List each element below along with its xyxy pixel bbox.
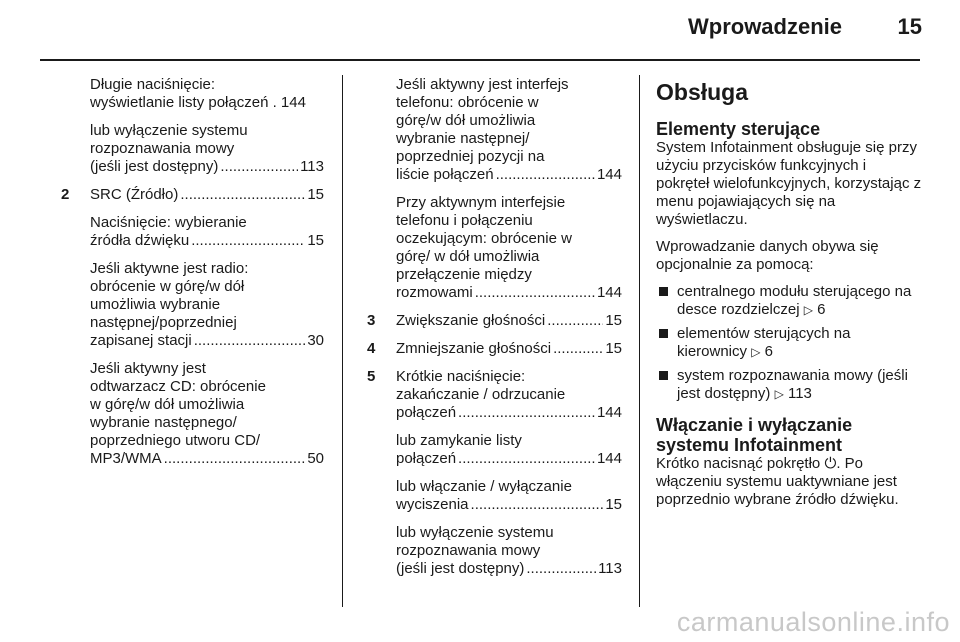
bullet-square-icon <box>659 371 668 380</box>
leader-dots <box>458 404 595 422</box>
page-reference-arrow-icon: ▷ <box>774 387 784 401</box>
toc-text: połączeń <box>396 404 457 421</box>
toc-line <box>90 332 324 350</box>
page-ref: 30 <box>307 332 324 349</box>
toc-line <box>396 404 622 422</box>
item-4 <box>362 340 622 358</box>
toc-text: wyciszenia <box>396 496 469 513</box>
item-number: 5 <box>367 368 376 385</box>
leader-dots <box>471 496 604 514</box>
toc-line <box>90 232 324 250</box>
entry-line: telefonu: obrócenie w <box>396 94 539 111</box>
toc-text: źródła dźwięku <box>90 232 190 249</box>
entry-line: rozpoznawania mowy <box>90 140 235 157</box>
header-rule <box>40 59 920 61</box>
entry-line: poprzedniej pozycji na <box>396 148 545 165</box>
toc-text: zapisanej stacji <box>90 332 192 349</box>
page-ref: 15 <box>605 340 622 357</box>
page-ref: 144 <box>596 166 622 183</box>
entry-line: Przy aktywnym interfejsie <box>396 194 566 211</box>
column-3 <box>656 76 922 518</box>
page-ref: 144 <box>596 450 622 467</box>
page-ref: 113 <box>598 560 622 577</box>
page-header <box>0 0 960 64</box>
entry-line: wyświetlanie listy połączeń . 144 <box>90 94 306 111</box>
item-5 <box>362 368 622 422</box>
entry-line: poprzedniego utworu CD/ <box>90 432 261 449</box>
entry-long-press <box>56 76 324 112</box>
subsection-heading-power: Włączanie i wyłączanie systemu Infotainment <box>656 415 853 455</box>
entry-line: Długie naciśnięcie: <box>90 76 216 93</box>
entry-line: Jeśli aktywny jest interfejs <box>396 76 569 93</box>
item-number: 3 <box>367 312 376 329</box>
item-2 <box>56 186 324 204</box>
entry-cd-player <box>56 360 324 468</box>
leader-dots <box>164 450 306 468</box>
page-ref: 113 <box>300 158 324 175</box>
toc-line <box>396 284 622 302</box>
toc-line <box>396 166 622 184</box>
toc-text: połączeń <box>396 450 457 467</box>
bullet-item <box>656 283 922 319</box>
toc-text: liście połączeń <box>396 166 494 183</box>
entry-line: Jeśli aktywne jest radio: <box>90 260 249 277</box>
bullet-text: centralnego modułu sterującego na desce rozdzielczej <box>677 283 912 318</box>
entry-line: Krótkie naciśnięcie: <box>396 368 526 385</box>
toc-line <box>396 312 622 330</box>
toc-text: Zmniejszanie głośności <box>396 340 552 357</box>
item-number: 4 <box>367 340 376 357</box>
entry-radio <box>56 260 324 350</box>
toc-line <box>396 340 622 358</box>
item-number: 2 <box>61 186 70 203</box>
toc-line <box>396 496 622 514</box>
entry-call-waiting <box>362 194 622 302</box>
leader-dots <box>547 312 603 330</box>
toc-text: (jeśli jest dostępny) <box>90 158 219 175</box>
page-ref: 6 <box>764 343 773 360</box>
entry-line: wybranie następnego/ <box>90 414 237 431</box>
bullet-text: elementów sterujących na kierownicy <box>677 325 851 360</box>
page-ref: 15 <box>605 312 622 329</box>
bullet-list <box>656 283 922 403</box>
page-reference-arrow-icon: ▷ <box>751 345 761 359</box>
leader-dots <box>180 186 305 204</box>
entry-line: górę/w dół umożliwia <box>396 112 536 129</box>
leader-dots <box>458 450 595 468</box>
watermark: carmanualsonline.info <box>676 607 950 637</box>
leader-dots <box>475 284 595 302</box>
leader-dots <box>220 158 298 176</box>
leader-dots <box>191 232 305 250</box>
page-ref: 6 <box>817 301 826 318</box>
entry-line: zakańczanie / odrzucanie <box>396 386 566 403</box>
toc-text: rozmowami <box>396 284 473 301</box>
page-ref: 15 <box>307 232 324 249</box>
entry-line: oczekującym: obrócenie w <box>396 230 572 247</box>
entry-line: lub włączanie / wyłączanie <box>396 478 572 495</box>
page-ref: 15 <box>307 186 324 203</box>
paragraph-text: . Po włączeniu systemu uaktywniane jest poprzednio wybrane źródło dźwięku. <box>656 455 899 508</box>
paragraph-power <box>656 455 922 509</box>
page-ref: 144 <box>596 284 622 301</box>
toc-line <box>90 450 324 468</box>
entry-line: obrócenie w górę/w dół <box>90 278 245 295</box>
column-divider-1 <box>342 75 343 607</box>
page-ref: 113 <box>787 385 812 402</box>
page-ref: 50 <box>307 450 324 467</box>
column-1 <box>56 76 324 478</box>
entry-line: telefonu i połączeniu <box>396 212 533 229</box>
toc-line <box>396 450 622 468</box>
entry-line: Jeśli aktywny jest <box>90 360 206 377</box>
paragraph-intro: System Infotainment obsługuje się przy użyciu przycisków funkcyjnych i pokręteł wielofunkcyjnych, korzystając z menu pojawiających się na wyświetlaczu. <box>656 139 922 228</box>
entry-line: rozpoznawania mowy <box>396 542 541 559</box>
bullet-square-icon <box>659 329 668 338</box>
entry-line: przełączenie między <box>396 266 532 283</box>
entry-voice-off-2 <box>362 524 622 578</box>
bullet-item <box>656 367 922 403</box>
entry-line: umożliwia wybranie <box>90 296 221 313</box>
leader-dots <box>496 166 595 184</box>
toc-text: MP3/WMA <box>90 450 162 467</box>
entry-line: w górę/w dół umożliwia <box>90 396 245 413</box>
bullet-text: system rozpoznawania mowy (jeśli jest dostępny) <box>677 367 908 402</box>
column-2 <box>362 76 622 588</box>
toc-line <box>90 158 324 176</box>
page-title: Wprowadzenie <box>687 14 842 39</box>
toc-line <box>396 560 622 578</box>
entry-line: lub zamykanie listy <box>396 432 522 449</box>
column-divider-2 <box>639 75 640 607</box>
entry-source-select <box>56 214 324 250</box>
power-knob-icon: ⏻ <box>824 455 837 472</box>
entry-mute <box>362 478 622 514</box>
leader-dots <box>194 332 306 350</box>
item-3 <box>362 312 622 330</box>
entry-line: lub wyłączenie systemu <box>396 524 554 541</box>
toc-text: (jeśli jest dostępny) <box>396 560 525 577</box>
toc-text: SRC (Źródło) <box>90 186 179 203</box>
entry-line: Naciśnięcie: wybieranie <box>90 214 247 231</box>
section-heading: Obsługa <box>656 79 749 105</box>
entry-line: lub wyłączenie systemu <box>90 122 248 139</box>
toc-line <box>90 186 324 204</box>
entry-line: górę/ w dół umożliwia <box>396 248 540 265</box>
entry-voice-off <box>56 122 324 176</box>
page-number: 15 <box>897 14 922 39</box>
paragraph-text: Krótko nacisnąć pokrętło <box>656 455 821 472</box>
subsection-heading-controls: Elementy sterujące <box>656 119 821 139</box>
leader-dots <box>553 340 603 358</box>
entry-line: wybranie następnej/ <box>396 130 530 147</box>
paragraph-input: Wprowadzanie danych obywa się opcjonalnie za pomocą: <box>656 238 879 273</box>
bullet-square-icon <box>659 287 668 296</box>
leader-dots <box>526 560 596 578</box>
page-ref: 15 <box>605 496 622 513</box>
entry-line: odtwarzacz CD: obrócenie <box>90 378 266 395</box>
entry-line: następnej/poprzedniej <box>90 314 237 331</box>
entry-phone-list <box>362 76 622 184</box>
bullet-item <box>656 325 922 361</box>
page-reference-arrow-icon: ▷ <box>803 303 813 317</box>
toc-text: Zwiększanie głośności <box>396 312 546 329</box>
page-ref: 144 <box>596 404 622 421</box>
entry-close-list <box>362 432 622 468</box>
